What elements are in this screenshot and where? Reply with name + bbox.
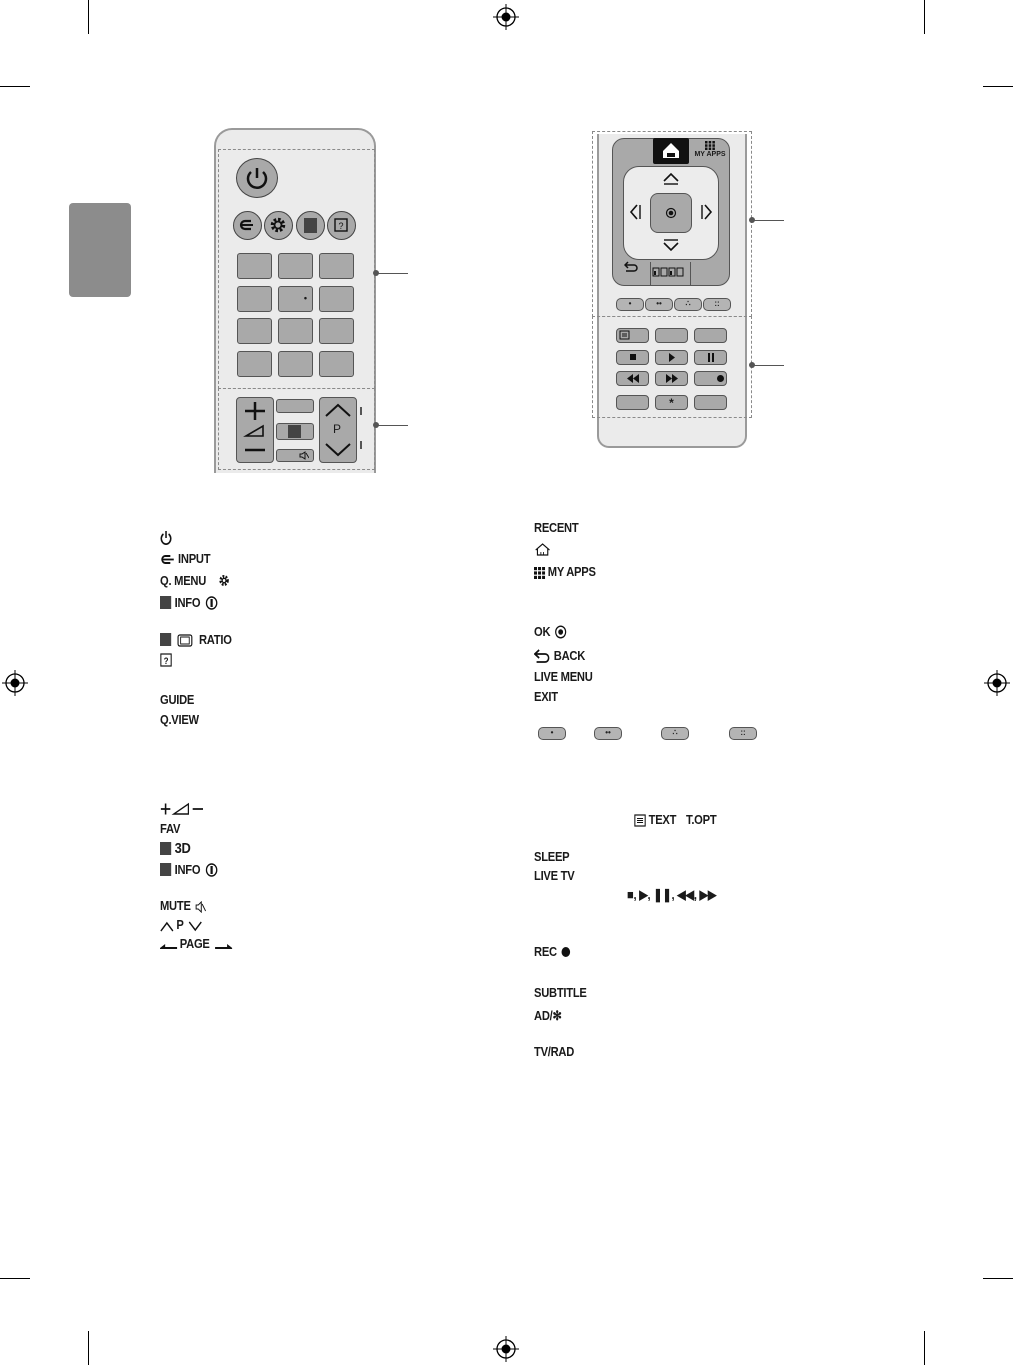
input-icon (234, 212, 260, 238)
registration-mark-icon (984, 670, 1010, 696)
ok-icon (555, 625, 567, 639)
fav-label: FAV (160, 821, 181, 836)
sleep-label: SLEEP (534, 849, 570, 864)
sleep-button[interactable] (694, 328, 727, 343)
volume-label (160, 801, 207, 816)
number-key[interactable] (278, 351, 313, 377)
ok-label: OK (534, 624, 569, 639)
text-icon (634, 814, 646, 827)
color-key[interactable]: ∴ (674, 298, 702, 311)
live-menu-icon (651, 262, 691, 282)
page-tick (360, 407, 362, 415)
stop-icon (630, 354, 636, 360)
home-icon (534, 543, 551, 557)
home-label (534, 542, 554, 557)
home-button[interactable] (653, 138, 689, 164)
square-icon (160, 633, 171, 646)
my-apps-label: MY APPS (694, 151, 726, 158)
square-icon (288, 425, 301, 438)
info-icon (206, 863, 218, 877)
text-label: TEXT (634, 812, 676, 827)
mute-label: MUTE (160, 898, 209, 913)
number-key[interactable] (319, 351, 354, 377)
square-icon (160, 842, 171, 855)
apps-grid-icon (705, 141, 715, 150)
callout-line (376, 425, 408, 426)
number-key[interactable] (278, 318, 313, 344)
fav-button[interactable] (276, 399, 314, 413)
volume-rocker[interactable] (236, 397, 274, 463)
color-key[interactable]: • (616, 298, 644, 311)
color-key-legend: •• (594, 727, 622, 740)
svg-text:?: ? (163, 655, 169, 667)
registration-mark-icon (493, 4, 519, 30)
play-icon (668, 353, 676, 362)
tv-rad-button[interactable] (694, 395, 727, 410)
input-label: INPUT (160, 551, 210, 566)
text-button[interactable] (616, 328, 649, 343)
ratio-label: RATIO (160, 632, 232, 647)
my-apps-button[interactable] (691, 140, 729, 164)
pause-button[interactable] (694, 350, 727, 365)
help-icon (328, 212, 354, 238)
subtitle-button[interactable] (616, 395, 649, 410)
playback-label: ■, ▶, ❚❚, ◀◀, ▶▶ (627, 887, 717, 902)
square-icon (304, 218, 317, 233)
apps-grid-icon (534, 567, 545, 579)
number-key[interactable] (319, 286, 354, 312)
channel-p-label: P (333, 422, 342, 436)
text-icon (619, 330, 631, 341)
topt-label: T.OPT (686, 812, 717, 827)
fast-forward-button[interactable] (655, 371, 688, 386)
fast-forward-icon (666, 374, 678, 383)
ratio-icon (177, 634, 192, 647)
number-key[interactable]: • (278, 286, 313, 312)
ok-button[interactable] (650, 193, 692, 233)
svg-text:?: ? (338, 221, 344, 231)
ad-button[interactable]: * (655, 395, 688, 410)
info-icon (206, 596, 218, 610)
help-label (160, 652, 175, 667)
mute-button[interactable] (276, 449, 314, 462)
ok-icon (651, 194, 691, 232)
back-icon[interactable] (624, 260, 640, 272)
input-icon (160, 553, 175, 566)
callout-line (752, 365, 784, 366)
volume-icon (237, 398, 273, 462)
rewind-icon (627, 374, 639, 383)
number-key[interactable] (319, 253, 354, 279)
record-button[interactable] (694, 371, 727, 386)
power-icon (160, 530, 172, 545)
live-tv-label: LIVE TV (534, 868, 575, 883)
color-key[interactable]: :: (703, 298, 731, 311)
color-key-legend: ∴ (661, 727, 689, 740)
back-label: BACK (534, 648, 585, 663)
tv-rad-label: TV/RAD (534, 1044, 575, 1059)
chevron-down-icon (189, 921, 203, 932)
arrow-left-icon (160, 943, 177, 951)
info-label: INFO (160, 595, 220, 610)
record-icon (561, 947, 570, 957)
color-key-legend: • (538, 727, 566, 740)
number-key[interactable] (237, 351, 272, 377)
rewind-button[interactable] (616, 371, 649, 386)
mute-icon (195, 901, 206, 913)
volume-icon (160, 802, 205, 816)
mute-icon (299, 451, 309, 460)
arrow-right-icon (215, 943, 232, 951)
pause-icon (707, 353, 715, 362)
subtitle-label: SUBTITLE (534, 985, 587, 1000)
live-menu-button[interactable] (650, 262, 691, 286)
stop-button[interactable] (616, 350, 649, 365)
color-key[interactable]: •• (645, 298, 673, 311)
square-icon (160, 863, 171, 876)
number-key[interactable] (237, 253, 272, 279)
number-key[interactable] (237, 318, 272, 344)
channel-rocker[interactable] (319, 397, 357, 463)
registration-mark-icon (493, 1336, 519, 1362)
3d-button[interactable] (276, 423, 314, 440)
page-tick (360, 441, 362, 449)
play-button[interactable] (655, 350, 688, 365)
back-icon (534, 649, 551, 663)
exit-label: EXIT (534, 689, 558, 704)
recent-label: RECENT (534, 520, 579, 535)
page-label: PAGE (160, 936, 235, 951)
input-button[interactable] (233, 211, 262, 240)
qview-label: Q.VIEW (160, 712, 199, 727)
square-icon (160, 596, 171, 609)
power-label (160, 530, 175, 545)
live-menu-label: LIVE MENU (534, 669, 593, 684)
qmenu-label: Q. MENU (160, 573, 233, 588)
color-key-legend: :: (729, 727, 757, 740)
info-label-2: INFO (160, 862, 220, 877)
power-icon (237, 159, 277, 197)
side-tab (69, 203, 131, 297)
channel-label: P (160, 917, 205, 932)
power-button[interactable] (236, 158, 278, 198)
callout-line (752, 220, 784, 221)
number-key[interactable] (237, 286, 272, 312)
gear-icon (265, 212, 291, 238)
help-button[interactable] (327, 211, 356, 240)
home-icon (653, 138, 689, 164)
color-square-button[interactable] (296, 211, 325, 240)
settings-button[interactable] (264, 211, 293, 240)
gear-icon (217, 573, 230, 588)
number-key[interactable] (319, 318, 354, 344)
rec-label: REC (534, 944, 570, 959)
t-opt-button[interactable] (655, 328, 688, 343)
my-apps-label-text: MY APPS (534, 564, 596, 579)
help-icon (160, 653, 172, 667)
registration-mark-icon (2, 670, 28, 696)
ad-label: AD/✻ (534, 1008, 562, 1023)
number-key[interactable] (278, 253, 313, 279)
record-icon (717, 375, 724, 382)
guide-label: GUIDE (160, 692, 195, 707)
callout-line (376, 273, 408, 274)
chevron-up-icon (160, 921, 174, 932)
3d-label: 3D (160, 840, 191, 857)
